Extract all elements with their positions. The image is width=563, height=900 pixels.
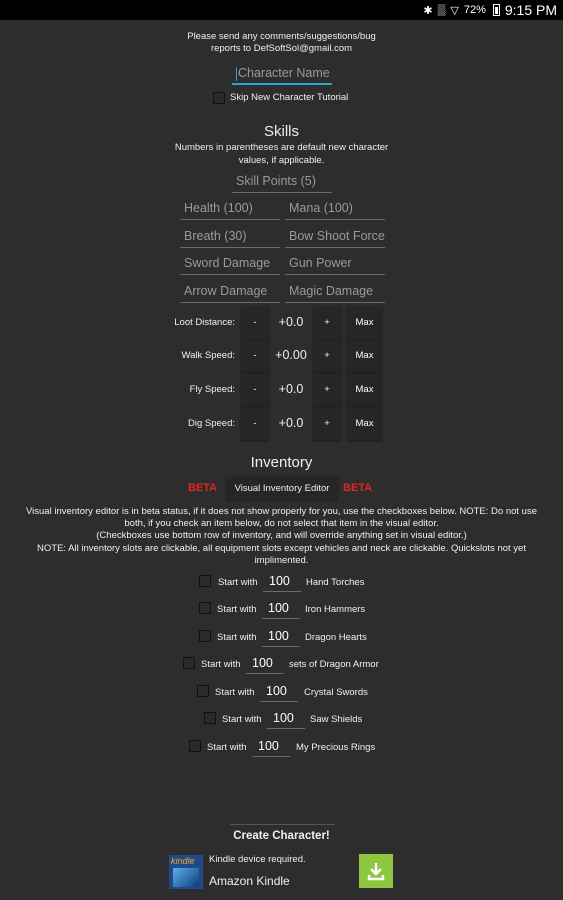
beta-badge-left: BETA: [188, 482, 218, 494]
visual-inventory-editor-button[interactable]: Visual Inventory Editor: [225, 476, 339, 502]
beta-badge-right: BETA: [343, 482, 373, 494]
item-quantity-input[interactable]: 100: [267, 709, 305, 729]
item-checkbox[interactable]: [183, 657, 195, 669]
start-with-label: Start with: [222, 714, 262, 725]
intro-line-2: reports to DefSoftSol@gmail.com: [210, 43, 353, 54]
create-button-divider: [230, 824, 335, 825]
stat-label: Loot Distance:: [174, 317, 235, 328]
item-name: Crystal Swords: [304, 687, 368, 698]
ad-note: Kindle device required.: [209, 854, 306, 865]
stat-row-dig-speed: [0, 408, 563, 440]
skill-points-field[interactable]: Skill Points (5): [232, 171, 332, 193]
item-quantity-input[interactable]: 100: [252, 737, 290, 757]
item-checkbox[interactable]: [199, 575, 211, 587]
start-with-label: Start with: [217, 604, 257, 615]
item-checkbox[interactable]: [189, 740, 201, 752]
status-bar: [0, 0, 563, 20]
increase-button[interactable]: +: [313, 307, 341, 339]
max-button[interactable]: Max: [347, 307, 382, 339]
magic-damage-input[interactable]: Magic Damage: [285, 281, 385, 303]
item-name: sets of Dragon Armor: [289, 659, 379, 670]
arrow-damage-input[interactable]: Arrow Damage: [180, 281, 280, 303]
item-name: My Precious Rings: [296, 742, 376, 753]
battery-percent: 72%: [463, 4, 486, 16]
inventory-title: Inventory: [250, 454, 313, 471]
inventory-item-row: [199, 598, 379, 622]
stat-value: +0.0: [278, 315, 304, 329]
mana-input[interactable]: Mana (100): [285, 198, 385, 220]
kindle-logo-text: kindle: [171, 856, 195, 866]
inventory-note-1: Visual inventory editor is in beta status, if it does not show properly for you, use the checkboxes below. NOTE: Do not use: [26, 506, 537, 517]
vibrate-icon: ▒: [437, 4, 446, 16]
stat-value: +0.00: [275, 348, 307, 362]
inventory-note-2: both, if you check an item below, do not select that item in the visual editor.: [124, 518, 439, 529]
start-with-label: Start with: [207, 742, 247, 753]
item-quantity-input[interactable]: 100: [260, 682, 298, 702]
item-checkbox[interactable]: [197, 685, 209, 697]
health-input[interactable]: Health (100): [180, 198, 280, 220]
item-name: Hand Torches: [306, 577, 365, 588]
start-with-label: Start with: [201, 659, 241, 670]
max-button[interactable]: Max: [347, 374, 382, 406]
stat-label: Walk Speed:: [181, 350, 235, 361]
stat-label: Fly Speed:: [189, 384, 235, 395]
start-with-label: Start with: [218, 577, 258, 588]
start-with-label: Start with: [215, 687, 255, 698]
bow-shoot-force-input[interactable]: Bow Shoot Force: [285, 226, 385, 248]
stat-label: Dig Speed:: [187, 418, 235, 429]
wifi-off-icon: ▽: [450, 4, 459, 17]
skills-note-2: values, if applicable.: [238, 155, 325, 166]
ad-title[interactable]: Amazon Kindle: [209, 874, 290, 888]
inventory-item-row: [197, 681, 377, 705]
skip-tutorial-row[interactable]: [213, 92, 348, 104]
inventory-item-row: [204, 708, 374, 732]
decrease-button[interactable]: -: [241, 408, 269, 440]
stat-row-loot-distance: [0, 307, 563, 339]
inventory-item-row: [183, 653, 393, 677]
item-name: Dragon Hearts: [305, 632, 367, 643]
start-with-label: Start with: [217, 632, 257, 643]
breath-input[interactable]: Breath (30): [180, 226, 280, 248]
character-name-placeholder: Character Name: [238, 66, 330, 80]
item-quantity-input[interactable]: 100: [263, 572, 301, 592]
download-icon: [366, 861, 386, 881]
item-quantity-input[interactable]: 100: [246, 654, 284, 674]
download-button[interactable]: [359, 854, 393, 888]
battery-icon: [493, 4, 500, 16]
inventory-item-row: [199, 571, 379, 595]
clock: 9:15 PM: [504, 2, 557, 18]
max-button[interactable]: Max: [347, 340, 382, 372]
decrease-button[interactable]: -: [241, 340, 269, 372]
character-name-input[interactable]: [232, 63, 332, 85]
create-character-button[interactable]: Create Character!: [233, 830, 330, 842]
decrease-button[interactable]: -: [241, 374, 269, 406]
increase-button[interactable]: +: [313, 408, 341, 440]
item-name: Iron Hammers: [305, 604, 366, 615]
kindle-screen-graphic: [173, 868, 199, 887]
item-quantity-input[interactable]: 100: [262, 599, 300, 619]
stat-row-walk-speed: [0, 340, 563, 372]
kindle-app-icon[interactable]: [169, 855, 203, 889]
gun-power-input[interactable]: Gun Power: [285, 253, 385, 275]
inventory-note-5: implimented.: [254, 555, 309, 566]
inventory-note-4: NOTE: All inventory slots are clickable, all equipment slots except vehicles and neck are clickable. Quickslots not yet: [37, 543, 526, 554]
increase-button[interactable]: +: [313, 374, 341, 406]
max-button[interactable]: Max: [347, 408, 382, 440]
skills-title: Skills: [263, 123, 299, 140]
skip-tutorial-checkbox[interactable]: [213, 92, 225, 104]
item-quantity-input[interactable]: 100: [262, 627, 300, 647]
sword-damage-input[interactable]: Sword Damage: [180, 253, 280, 275]
inventory-item-row: [189, 736, 389, 760]
intro-line-1: Please send any comments/suggestions/bug: [187, 31, 376, 42]
stat-row-fly-speed: [0, 374, 563, 406]
decrease-button[interactable]: -: [241, 307, 269, 339]
item-checkbox[interactable]: [204, 712, 216, 724]
skip-tutorial-label: Skip New Character Tutorial: [230, 92, 349, 103]
text-cursor: [236, 67, 237, 81]
stat-value: +0.0: [278, 416, 304, 430]
skills-note-1: Numbers in parentheses are default new character: [174, 142, 389, 153]
inventory-item-row: [199, 626, 379, 650]
inventory-note-3: (Checkboxes use bottom row of inventory, and will override anything set in visual editor.): [96, 530, 467, 541]
bluetooth-icon: ✱: [423, 4, 433, 17]
stat-value: +0.0: [278, 382, 304, 396]
item-checkbox[interactable]: [199, 630, 211, 642]
increase-button[interactable]: +: [313, 340, 341, 372]
item-name: Saw Shields: [310, 714, 363, 725]
item-checkbox[interactable]: [199, 602, 211, 614]
